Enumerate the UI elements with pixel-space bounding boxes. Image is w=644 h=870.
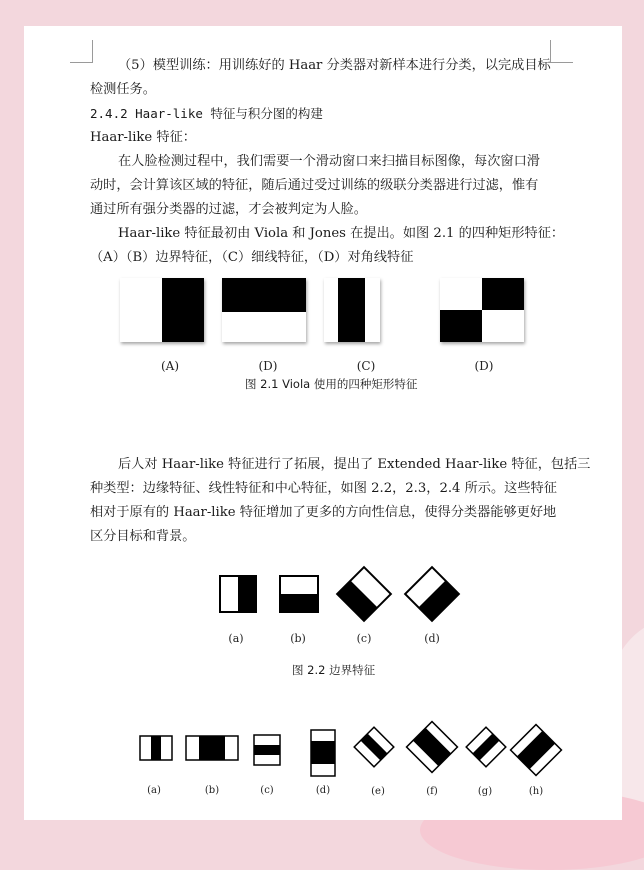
crop-mark [550,40,573,63]
subsection-title: Haar-like 特征： [90,130,196,145]
line-feature-e [354,727,394,767]
paragraph-line: 相对于原有的 Haar-like 特征增加了更多的方向性信息，使得分类器能够更好地 [90,505,557,520]
figure-label: (b) [204,785,220,796]
figure-label: (g) [477,786,493,797]
paragraph-line: 种类型：边缘特征、线性特征和中心特征，如图 2.2，2.3，2.4 所示。这些特征 [90,481,557,496]
paragraph-line: 后人对 Haar-like 特征进行了拓展，提出了 Extended Haar-like 特征，包括三 [118,457,591,472]
section-title: 2.4.2 Haar-like 特征与积分图的构建 [90,106,323,121]
line-feature-b [186,736,238,760]
paragraph-line: （5）模型训练：用训练好的 Haar 分类器对新样本进行分类，以完成目标 [118,58,551,73]
figure-caption: 图 2.1 Viola 使用的四种矩形特征 [245,377,418,391]
figure-2-2 [24,566,622,656]
figure-label: (e) [371,786,385,797]
line-feature-d [311,730,335,776]
figure-label: (D) [474,359,494,373]
figure-label: (A) [160,359,180,373]
edge-feature-a [220,576,256,612]
figure-label: (d) [315,785,331,796]
paragraph-line: Haar-like 特征最初由 Viola 和 Jones 在提出。如图 2.1 的四种矩形特征： [118,226,565,241]
figure-label: (c) [260,785,274,796]
paragraph-line: 检测任务。 [90,82,156,97]
paragraph-line: （A）（B）边界特征，（C）细线特征，（D）对角线特征 [90,250,414,265]
haar-feature-diagonal [440,278,524,342]
line-feature-c [254,735,280,765]
paragraph-line: 通过所有强分类器的过滤，才会被判定为人脸。 [90,202,367,217]
line-feature-g [466,727,506,767]
haar-feature-edge-vertical [120,278,204,342]
haar-feature-line [324,278,380,342]
haar-feature-edge-horizontal [222,278,306,342]
figure-label: (a) [228,632,244,645]
line-feature-f [407,722,458,773]
paragraph-line: 动时，会计算该区域的特征，随后通过受过训练的级联分类器进行过滤，惟有 [90,178,539,193]
line-feature-h [511,725,562,776]
figure-label: (a) [147,785,161,796]
figure-label: (D) [258,359,278,373]
figure-label: (h) [528,786,544,797]
figure-label: (f) [426,786,438,797]
document-page [24,26,622,820]
paragraph-line: 在人脸检测过程中，我们需要一个滑动窗口来扫描目标图像，每次窗口滑 [118,154,540,169]
edge-feature-c [337,567,391,621]
edge-feature-b [280,576,318,612]
crop-mark [70,40,93,63]
edge-feature-d [405,567,459,621]
figure-2-3 [24,722,622,820]
figure-caption: 图 2.2 边界特征 [292,663,376,677]
figure-label: (d) [424,632,440,645]
paragraph-line: 区分目标和背景。 [90,529,196,544]
figure-label: (c) [356,632,372,645]
figure-label: (b) [290,632,306,645]
line-feature-a [140,736,172,760]
figure-label: (C) [356,359,376,373]
